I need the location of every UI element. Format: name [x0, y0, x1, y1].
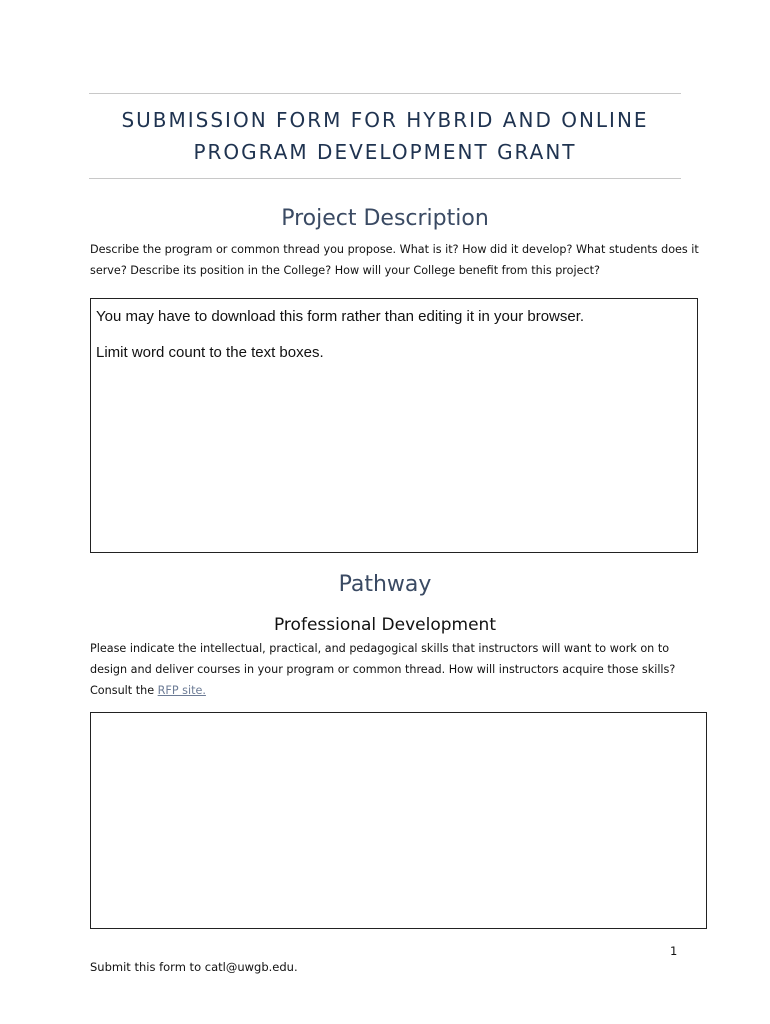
textbox-note-download: You may have to download this form rather than editing it in your browser.: [96, 308, 585, 325]
pathway-heading: Pathway: [338, 572, 432, 597]
professional-development-prompt: [90, 638, 690, 701]
rfp-site-link[interactable]: RFP site.: [157, 684, 206, 697]
project-description-prompt: [90, 239, 699, 281]
professional-development-subheading: Professional Development: [273, 615, 496, 635]
textbox-note-word-count: Limit word count to the text boxes.: [96, 344, 324, 361]
form-title-line-2: PROGRAM DEVELOPMENT GRANT: [193, 140, 577, 164]
prompt-line: design and deliver courses in your program or common thread. How will instructors acquire those skills?: [90, 663, 676, 676]
top-rule: [89, 93, 681, 94]
title-bottom-rule: [89, 178, 681, 179]
page-number: 1: [670, 944, 678, 958]
prompt-prefix: Consult the: [90, 684, 158, 697]
project-description-heading: Project Description: [281, 206, 489, 231]
form-title-line-1: SUBMISSION FORM FOR HYBRID AND ONLINE: [121, 108, 649, 132]
prompt-line: Describe the program or common thread you propose. What is it? How did it develop? What students does it: [90, 243, 699, 256]
professional-development-textbox[interactable]: [90, 712, 707, 929]
submit-instructions: Submit this form to catl@uwgb.edu.: [90, 960, 298, 974]
prompt-line: [90, 680, 690, 701]
prompt-line: serve? Describe its position in the College? How will your College benefit from this project?: [90, 264, 600, 277]
prompt-line: Please indicate the intellectual, practical, and pedagogical skills that instructors will want to work on to: [90, 642, 670, 655]
project-description-textbox[interactable]: [90, 298, 698, 553]
